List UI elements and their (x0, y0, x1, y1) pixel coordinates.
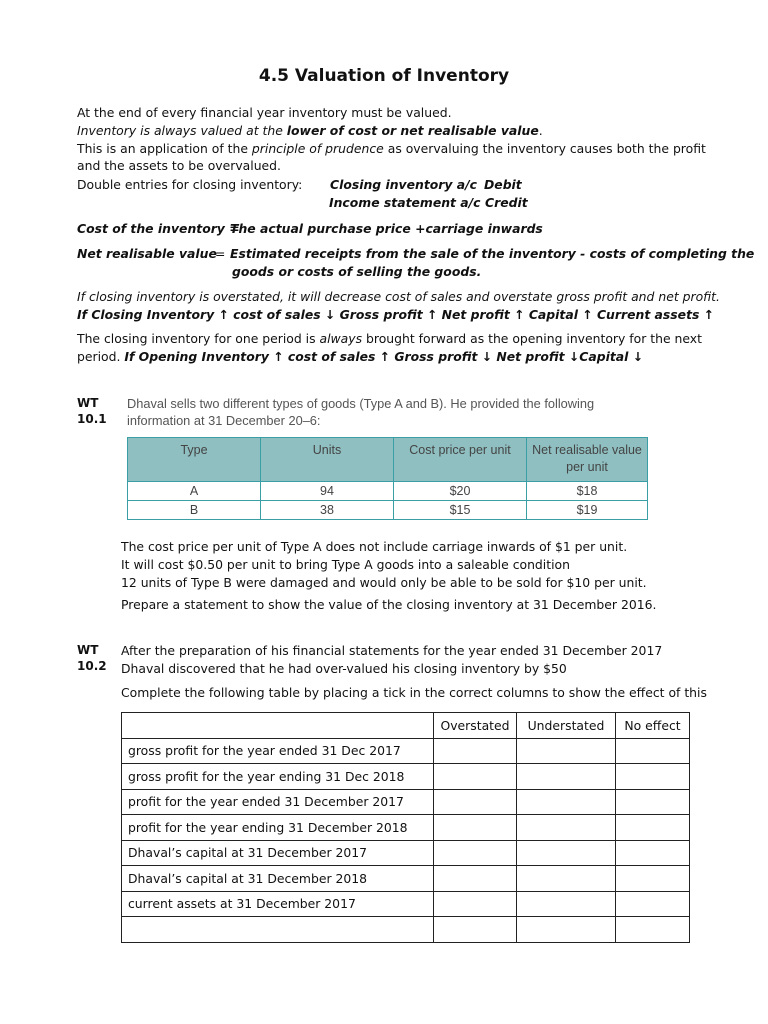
page-title: 4.5 Valuation of Inventory (258, 66, 510, 86)
tick-cell-overstated[interactable] (434, 738, 517, 764)
effect-row-label: current assets at 31 December 2017 (122, 891, 434, 917)
tick-cell-understated[interactable] (517, 764, 616, 790)
table-row (122, 764, 690, 790)
wt2-line-1: After the preparation of his financial statements for the year ended 31 December 2017 (121, 643, 663, 658)
inventory-header-row (128, 438, 648, 482)
tick-cell-overstated[interactable] (434, 891, 517, 917)
intro-line-3b: principle of prudence (251, 141, 384, 156)
effect-row-label: profit for the year ending 31 December 2018 (122, 815, 434, 841)
tick-cell-no-effect[interactable] (616, 891, 690, 917)
tick-cell-understated[interactable] (517, 917, 616, 943)
effect-line-4a: period. (77, 349, 125, 364)
table-row (122, 917, 690, 943)
inventory-cell: $19 (527, 501, 648, 520)
effect-row-label (122, 917, 434, 943)
table-row (122, 738, 690, 764)
effect-row-label: Dhaval’s capital at 31 December 2017 (122, 840, 434, 866)
wt2-label-2: 10.2 (77, 659, 107, 673)
effect-line-2: If Closing Inventory ↑ cost of sales ↓ Gross profit ↑ Net profit ↑ Capital ↑ Current assets ↑ (77, 307, 715, 322)
tick-cell-overstated[interactable] (434, 917, 517, 943)
tick-cell-overstated[interactable] (434, 866, 517, 892)
effect-line-3b: always (319, 331, 363, 346)
effect-row-label: gross profit for the year ended 31 Dec 2017 (122, 738, 434, 764)
inventory-cell: $15 (394, 501, 527, 520)
tick-cell-understated[interactable] (517, 891, 616, 917)
tick-cell-overstated[interactable] (434, 764, 517, 790)
wt1-book-line-2: information at 31 December 20–6: (127, 413, 321, 428)
inventory-cell: 38 (261, 501, 394, 520)
intro-line-5a: Double entries for closing inventory: (77, 177, 303, 192)
tick-cell-no-effect[interactable] (616, 840, 690, 866)
effect-line-3a: The closing inventory for one period is (77, 331, 320, 346)
intro-line-5b: Closing inventory a/c (330, 177, 478, 192)
table-row (122, 866, 690, 892)
wt2-line-2: Dhaval discovered that he had over-valued his closing inventory by $50 (121, 661, 567, 676)
table-row (122, 891, 690, 917)
wt1-note-1: The cost price per unit of Type A does not include carriage inwards of $1 per unit. (121, 539, 628, 554)
effect-header-understated: Understated (517, 713, 616, 739)
table-row (128, 501, 648, 520)
table-row (122, 840, 690, 866)
intro-line-2a: Inventory is always valued at the (77, 123, 287, 138)
effect-row-label: profit for the year ended 31 December 2017 (122, 789, 434, 815)
tick-cell-no-effect[interactable] (616, 917, 690, 943)
effect-row-label: gross profit for the year ending 31 Dec 2018 (122, 764, 434, 790)
tick-cell-overstated[interactable] (434, 789, 517, 815)
intro-line-2 (77, 122, 543, 139)
effect-line-3c: brought forward as the opening inventory for the next (362, 331, 702, 346)
nrv-label: Net realisable value (77, 246, 217, 261)
effect-line-3 (77, 330, 702, 347)
wt1-task: Prepare a statement to show the value of the closing inventory at 31 December 2016. (121, 597, 657, 612)
effect-header-blank (122, 713, 434, 739)
cost-label: Cost of the inventory = (77, 221, 240, 236)
wt2-label (77, 642, 107, 674)
intro-line-6c: Credit (485, 195, 528, 210)
intro-line-2b: lower of cost or net realisable value (286, 123, 539, 138)
nrv-text-2: goods or costs of selling the goods. (232, 264, 482, 279)
intro-line-2c: . (538, 123, 543, 138)
cost-text: The actual purchase price +carriage inwards (230, 221, 543, 236)
intro-line-3c: as overvaluing the inventory causes both the profit (383, 141, 706, 156)
effect-line-1: If closing inventory is overstated, it will decrease cost of sales and overstate gross profit and net profit. (77, 289, 720, 304)
tick-cell-understated[interactable] (517, 815, 616, 841)
inventory-cell: 94 (261, 482, 394, 501)
tick-cell-understated[interactable] (517, 738, 616, 764)
intro-line-5c: Debit (484, 177, 522, 192)
effect-line-4b: If Opening Inventory ↑ cost of sales ↑ Gross profit ↓ Net profit ↓Capital ↓ (124, 349, 644, 364)
table-row (122, 789, 690, 815)
wt2-line-3: Complete the following table by placing a tick in the correct columns to show the effect of this (121, 685, 707, 700)
inventory-header-nrv: Net realisable value per unit (527, 438, 648, 482)
tick-cell-understated[interactable] (517, 840, 616, 866)
tick-cell-understated[interactable] (517, 866, 616, 892)
intro-line-3a: This is an application of the (77, 141, 252, 156)
tick-cell-no-effect[interactable] (616, 764, 690, 790)
effect-header-overstated: Overstated (434, 713, 517, 739)
inventory-header-type: Type (128, 438, 261, 482)
inventory-cell: B (128, 501, 261, 520)
table-row (122, 815, 690, 841)
nrv-text-1: Estimated receipts from the sale of the inventory - costs of completing the (230, 246, 755, 261)
tick-cell-no-effect[interactable] (616, 738, 690, 764)
intro-line-3 (77, 140, 706, 157)
tick-cell-no-effect[interactable] (616, 789, 690, 815)
inventory-table (127, 437, 648, 520)
inventory-cell: $18 (527, 482, 648, 501)
effect-row-label: Dhaval’s capital at 31 December 2018 (122, 866, 434, 892)
tick-cell-overstated[interactable] (434, 815, 517, 841)
wt1-note-3: 12 units of Type B were damaged and would only be able to be sold for $10 per unit. (121, 575, 647, 590)
tick-cell-understated[interactable] (517, 789, 616, 815)
inventory-cell: $20 (394, 482, 527, 501)
tick-cell-overstated[interactable] (434, 840, 517, 866)
nrv-eq: = (215, 246, 226, 261)
effect-header-no-effect: No effect (616, 713, 690, 739)
tick-cell-no-effect[interactable] (616, 815, 690, 841)
inventory-header-units: Units (261, 438, 394, 482)
wt1-note-2: It will cost $0.50 per unit to bring Type A goods into a saleable condition (121, 557, 570, 572)
effect-header-row (122, 713, 690, 739)
wt1-label (77, 395, 107, 427)
inventory-header-cost: Cost price per unit (394, 438, 527, 482)
wt1-label-2: 10.1 (77, 412, 107, 426)
table-row (128, 482, 648, 501)
effect-line-4 (77, 348, 643, 365)
intro-line-6b: Income statement a/c (329, 195, 481, 210)
intro-line-1: At the end of every financial year inventory must be valued. (77, 105, 452, 120)
wt1-label-1: WT (77, 396, 99, 410)
wt1-book-line-1: Dhaval sells two different types of goods (Type A and B). He provided the following (127, 396, 595, 411)
inventory-cell: A (128, 482, 261, 501)
tick-cell-no-effect[interactable] (616, 866, 690, 892)
wt2-label-1: WT (77, 643, 99, 657)
intro-line-4: and the assets to be overvalued. (77, 158, 281, 173)
effect-table (121, 712, 690, 943)
